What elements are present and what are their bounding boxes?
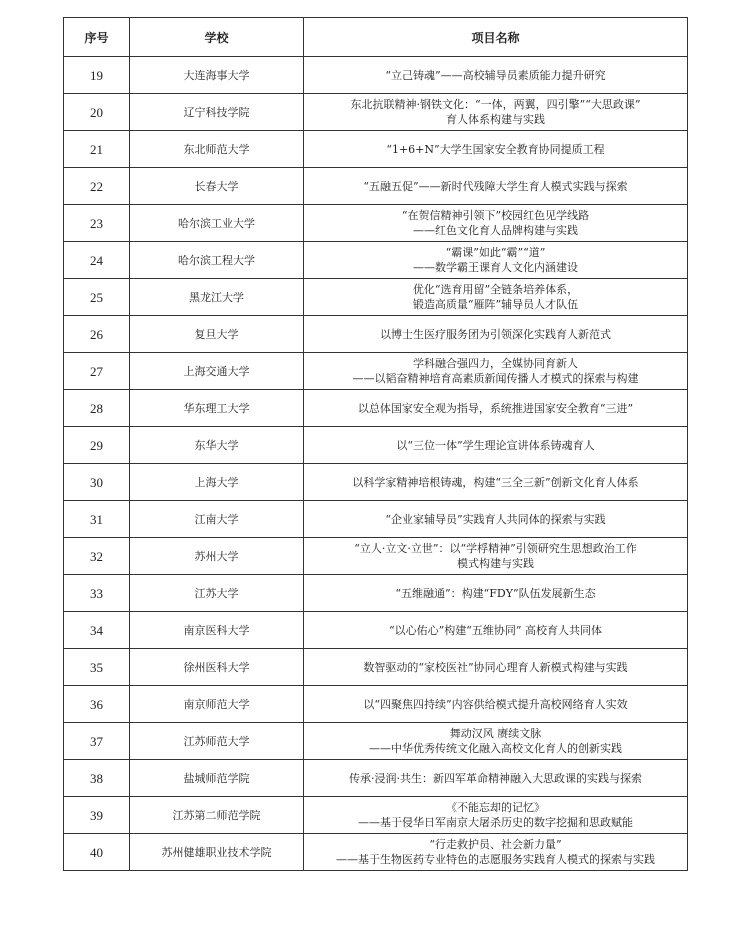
row-school: 东华大学 <box>130 427 304 464</box>
row-project <box>304 501 688 538</box>
project-name-line: “立己铸魂”——高校辅导员素质能力提升研究 <box>385 68 606 82</box>
project-name-line: “企业家辅导员”实践育人共同体的探索与实践 <box>385 512 606 526</box>
project-name-line: ——基于侵华日军南京大屠杀历史的数字挖掘和思政赋能 <box>358 816 633 829</box>
row-index: 36 <box>64 686 130 723</box>
row-school: 苏州健雄职业技术学院 <box>130 834 304 871</box>
table-row <box>64 612 688 649</box>
table-row <box>64 501 688 538</box>
row-index: 21 <box>64 131 130 168</box>
row-school: 哈尔滨工程大学 <box>130 242 304 279</box>
row-school: 江南大学 <box>130 501 304 538</box>
table-row <box>64 205 688 242</box>
row-project <box>304 168 688 205</box>
row-school: 长春大学 <box>130 168 304 205</box>
row-index: 40 <box>64 834 130 871</box>
row-project <box>304 723 688 760</box>
project-name-line: 《不能忘却的记忆》 <box>446 801 545 814</box>
row-school: 上海大学 <box>130 464 304 501</box>
project-name-line: ——数学霸王课育人文化内涵建设 <box>413 261 578 274</box>
table-row <box>64 797 688 834</box>
row-project <box>304 649 688 686</box>
header-index: 序号 <box>64 18 130 57</box>
row-index: 20 <box>64 94 130 131</box>
row-school: 上海交通大学 <box>130 353 304 390</box>
row-project <box>304 390 688 427</box>
table-row <box>64 723 688 760</box>
row-school: 江苏大学 <box>130 575 304 612</box>
table-row <box>64 242 688 279</box>
row-project <box>304 464 688 501</box>
row-index: 32 <box>64 538 130 575</box>
row-project <box>304 205 688 242</box>
table-row <box>64 279 688 316</box>
project-name-line: 以科学家精神培根铸魂，构建“三全三新”创新文化育人体系 <box>352 475 639 489</box>
table-row <box>64 316 688 353</box>
project-name-line: “霸课”如此“霸”“道” <box>445 246 546 259</box>
row-project <box>304 94 688 131</box>
table-row <box>64 390 688 427</box>
project-name-line: 以总体国家安全观为指导，系统推进国家安全教育“三进” <box>357 401 634 415</box>
row-index: 33 <box>64 575 130 612</box>
row-project <box>304 427 688 464</box>
project-name-line: 育人体系构建与实践 <box>446 113 545 126</box>
row-school: 复旦大学 <box>130 316 304 353</box>
row-school: 辽宁科技学院 <box>130 94 304 131</box>
table-row <box>64 760 688 797</box>
table-row <box>64 57 688 94</box>
project-name-line: 以“四聚焦四持续”内容供给模式提升高校网络育人实效 <box>363 697 628 711</box>
row-index: 31 <box>64 501 130 538</box>
row-index: 26 <box>64 316 130 353</box>
project-name-line: “行走救护员、社会新力量” <box>429 838 562 851</box>
project-name-line: “五融五促”——新时代残障大学生育人模式实践与探索 <box>363 179 628 193</box>
row-school: 江苏第二师范学院 <box>130 797 304 834</box>
project-name-line: ——基于生物医药专业特色的志愿服务实践育人模式的探索与实践 <box>336 853 655 866</box>
table-row <box>64 649 688 686</box>
project-name-line: 以博士生医疗服务团为引领深化实践育人新范式 <box>380 327 611 341</box>
row-index: 38 <box>64 760 130 797</box>
header-school: 学校 <box>130 18 304 57</box>
project-name-line: 模式构建与实践 <box>457 557 534 570</box>
row-project <box>304 834 688 871</box>
row-school: 苏州大学 <box>130 538 304 575</box>
project-name-line: 锻造高质量“雁阵”辅导员人才队伍 <box>412 298 579 311</box>
row-project <box>304 575 688 612</box>
row-index: 37 <box>64 723 130 760</box>
row-project <box>304 538 688 575</box>
row-index: 27 <box>64 353 130 390</box>
row-index: 34 <box>64 612 130 649</box>
table-row <box>64 94 688 131</box>
row-project <box>304 686 688 723</box>
row-school: 哈尔滨工业大学 <box>130 205 304 242</box>
row-index: 30 <box>64 464 130 501</box>
row-project <box>304 353 688 390</box>
project-name-line: “以心佑心”构建“五维协同” 高校育人共同体 <box>389 623 602 637</box>
project-name-line: “立人·立文·立世”：以“学桴精神”引领研究生思想政治工作 <box>354 542 637 555</box>
row-index: 24 <box>64 242 130 279</box>
project-name-line: 数智驱动的“家校医社”协同心理育人新模式构建与实践 <box>363 660 628 674</box>
header-row <box>64 18 688 57</box>
row-project <box>304 131 688 168</box>
header-project: 项目名称 <box>304 18 688 57</box>
table-row <box>64 168 688 205</box>
table-body <box>64 57 688 871</box>
row-school: 江苏师范大学 <box>130 723 304 760</box>
row-project <box>304 612 688 649</box>
project-name-line: ——红色文化育人品牌构建与实践 <box>413 224 578 237</box>
row-school: 东北师范大学 <box>130 131 304 168</box>
row-index: 29 <box>64 427 130 464</box>
row-index: 28 <box>64 390 130 427</box>
project-name-line: 以“三位一体”学生理论宣讲体系铸魂育人 <box>396 438 595 452</box>
row-school: 大连海事大学 <box>130 57 304 94</box>
row-project <box>304 797 688 834</box>
project-name-line: ——中华优秀传统文化融入高校文化育人的创新实践 <box>369 742 622 755</box>
row-school: 南京医科大学 <box>130 612 304 649</box>
project-name-line: “五维融通”：构建“FDY”队伍发展新生态 <box>395 586 596 600</box>
row-project <box>304 760 688 797</box>
project-name-line: 舞动汉风 赓续文脉 <box>449 727 542 740</box>
row-school: 盐城师范学院 <box>130 760 304 797</box>
row-index: 23 <box>64 205 130 242</box>
table-row <box>64 686 688 723</box>
project-name-line: 传承·浸润·共生：新四军革命精神融入大思政课的实践与探索 <box>349 771 642 785</box>
project-name-line: “在贺信精神引领下”校园红色见学线路 <box>401 209 590 222</box>
row-school: 徐州医科大学 <box>130 649 304 686</box>
table-row <box>64 538 688 575</box>
row-project <box>304 316 688 353</box>
table-row <box>64 353 688 390</box>
project-table <box>63 17 688 871</box>
row-project <box>304 242 688 279</box>
row-index: 19 <box>64 57 130 94</box>
row-school: 华东理工大学 <box>130 390 304 427</box>
table-row <box>64 131 688 168</box>
table-row <box>64 834 688 871</box>
table-row <box>64 464 688 501</box>
table-row <box>64 575 688 612</box>
table-row <box>64 427 688 464</box>
row-index: 25 <box>64 279 130 316</box>
project-name-line: “1+6+N”大学生国家安全教育协同提质工程 <box>386 142 605 156</box>
table-header <box>64 18 688 57</box>
project-name-line: 学科融合强四力，全媒协同育新人 <box>413 357 578 370</box>
row-school: 黑龙江大学 <box>130 279 304 316</box>
row-school: 南京师范大学 <box>130 686 304 723</box>
row-project <box>304 279 688 316</box>
row-index: 35 <box>64 649 130 686</box>
row-index: 22 <box>64 168 130 205</box>
project-name-line: ——以韬奋精神培育高素质新闻传播人才模式的探索与构建 <box>352 372 639 385</box>
row-project <box>304 57 688 94</box>
project-name-line: 优化“选育用留”全链条培养体系， <box>412 283 579 296</box>
project-name-line: 东北抗联精神·钢铁文化：“一体，两翼，四引擎”“大思政课” <box>350 98 641 111</box>
row-index: 39 <box>64 797 130 834</box>
